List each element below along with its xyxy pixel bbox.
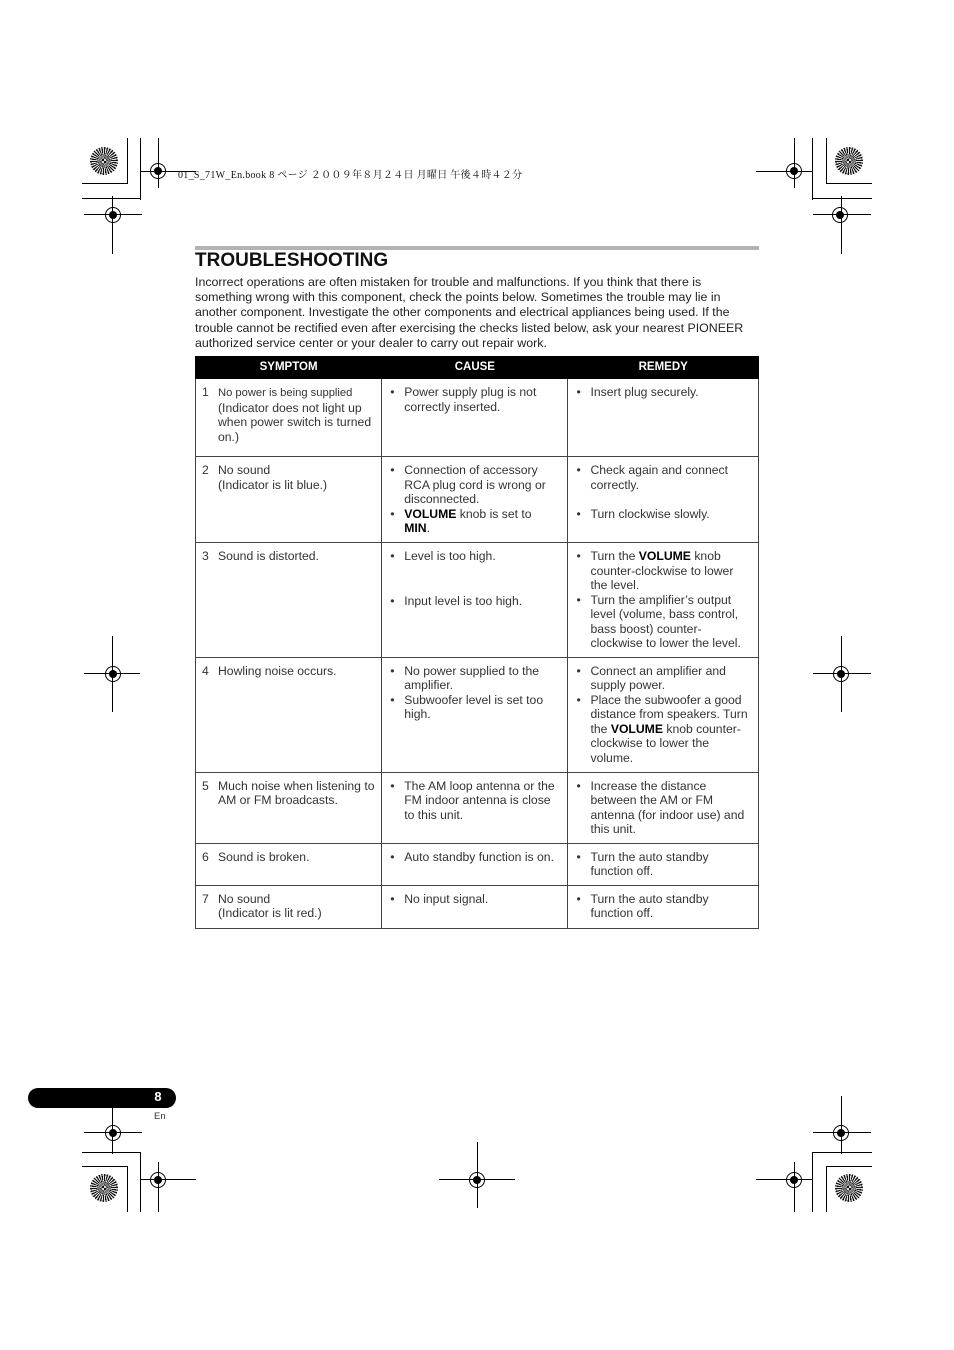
crop-line [812, 1152, 813, 1212]
registration-starburst-icon [90, 1174, 118, 1202]
row-number: 2 [202, 463, 209, 477]
cause-cell [382, 657, 568, 772]
cause-item: • Auto standby function is on. [388, 850, 561, 865]
registration-starburst-icon [90, 147, 118, 175]
row-number: 7 [202, 891, 209, 906]
cause-cell [382, 543, 568, 658]
volume-keyword: VOLUME [638, 549, 691, 563]
registration-starburst-icon [835, 1174, 863, 1202]
crop-line [794, 138, 795, 188]
symptom-detail: (Indicator is lit blue.) [218, 477, 328, 492]
crop-line [841, 196, 842, 254]
crop-line [841, 636, 842, 712]
crop-line [756, 1179, 812, 1180]
troubleshooting-table [195, 356, 759, 929]
symptom-text: No sound [218, 463, 271, 477]
symptom-text: Sound is distorted. [218, 549, 319, 563]
remedy-cell [568, 543, 759, 658]
remedy-cell [568, 843, 759, 885]
crop-line [756, 171, 812, 172]
cause-cell [382, 885, 568, 928]
crop-line [439, 1179, 515, 1180]
cause-item: • No power supplied to the amplifier. [388, 664, 561, 693]
crop-line [477, 1142, 478, 1208]
header-symptom: SYMPTOM [196, 357, 382, 379]
registration-starburst-icon [835, 147, 863, 175]
crop-line [82, 1166, 128, 1167]
remedy-item: • Connect an amplifier and supply power. [574, 664, 752, 693]
symptom-cell [196, 457, 382, 543]
remedy-item: • Insert plug securely. [574, 385, 752, 400]
table-row [196, 457, 759, 543]
symptom-text: Howling noise occurs. [218, 663, 337, 678]
remedy-cell [568, 885, 759, 928]
table-row [196, 543, 759, 658]
volume-keyword: VOLUME [404, 506, 457, 521]
crop-line [158, 1162, 159, 1212]
cause-item: • Level is too high. [388, 549, 561, 564]
crop-line [826, 1166, 872, 1167]
remedy-text: knob counter-clockwise to lower the volume. [590, 721, 741, 765]
remedy-text: Place the subwoofer a good distance from speakers. Turn the [590, 692, 748, 736]
crop-line [794, 1162, 795, 1212]
crop-line [812, 1152, 872, 1153]
page-number: 8 [154, 1089, 162, 1104]
cause-item: • Power supply plug is not correctly inserted. [388, 385, 561, 414]
crop-line [812, 198, 872, 199]
symptom-text: Sound is broken. [218, 849, 310, 864]
remedy-item [574, 549, 752, 593]
remedy-item: • Turn the auto standby function off. [574, 892, 752, 921]
crop-line [140, 138, 141, 200]
row-number: 3 [202, 549, 209, 563]
remedy-cell [568, 457, 759, 543]
remedy-text: knob counter-clockwise to lower the level. [590, 549, 734, 592]
remedy-cell [568, 379, 759, 457]
crop-line [140, 1179, 196, 1180]
remedy-item: • Turn clockwise slowly. [574, 507, 752, 522]
crop-line [826, 138, 827, 184]
row-number: 4 [202, 663, 209, 678]
cause-cell [382, 457, 568, 543]
table-row [196, 843, 759, 885]
symptom-cell [196, 379, 382, 457]
crosshair-target-icon [830, 205, 850, 225]
crop-line [813, 673, 871, 674]
crop-line [826, 183, 872, 184]
crop-line [127, 138, 128, 184]
crop-line [813, 1132, 871, 1133]
book-header-info: 01_S_71W_En.book 8 ページ ２００９年８月２４日 月曜日 午後４時４２分 [178, 170, 523, 181]
page-language: En [154, 1111, 166, 1122]
crop-line [84, 673, 140, 674]
remedy-item: • Check again and connect correctly. [574, 463, 752, 492]
symptom-text: Much noise when listening to AM or FM broadcasts. [218, 778, 375, 807]
crop-line [813, 214, 871, 215]
cause-cell [382, 379, 568, 457]
crop-line [812, 138, 813, 200]
table-row [196, 772, 759, 843]
cause-cell [382, 772, 568, 843]
row-number: 1 [202, 385, 209, 399]
crop-line [84, 214, 142, 215]
crop-line [826, 1166, 827, 1212]
intro-paragraph: Incorrect operations are often mistaken for trouble and malfunctions. If you think that there is something wrong with this component, check the points below. Sometimes the trouble may lie in another component. Investigate the other components and electrical appliances being used. If the trouble cannot be rectified even after exercising the checks listed below, ask your nearest PIONEER authorized service center or your dealer to carry out repair work. [195, 275, 744, 350]
remedy-cell [568, 657, 759, 772]
symptom-detail: (Indicator is lit red.) [218, 906, 322, 920]
crop-line [112, 196, 113, 254]
symptom-cell [196, 543, 382, 658]
symptom-cell [196, 885, 382, 928]
cause-item: • Input level is too high. [388, 594, 561, 609]
page-title: TROUBLESHOOTING [195, 250, 389, 271]
symptom-cell [196, 657, 382, 772]
crosshair-target-icon [103, 205, 123, 225]
remedy-text: Turn the [590, 549, 636, 563]
remedy-item [574, 693, 752, 766]
crop-line [140, 1152, 141, 1212]
cause-item: • Subwoofer level is set too high. [388, 693, 561, 722]
remedy-cell [568, 772, 759, 843]
remedy-item: • Turn the amplifier’s output level (volume, bass control, bass boost) counter-clockwise to lower the level. [574, 593, 752, 651]
remedy-item: • Increase the distance between the AM or FM antenna (for indoor use) and this unit. [574, 779, 752, 837]
symptom-detail: (Indicator does not light up when power switch is turned on.) [218, 400, 372, 444]
cause-text: knob is set to [459, 506, 532, 521]
table-header-row [196, 357, 759, 379]
cause-item: • No input signal. [388, 892, 561, 907]
row-number: 5 [202, 778, 209, 793]
table-row [196, 657, 759, 772]
symptom-text: No power is being supplied [218, 387, 353, 399]
cause-item: • The AM loop antenna or the FM indoor antenna is close to this unit. [388, 779, 561, 823]
volume-keyword: VOLUME [610, 721, 663, 736]
table-row [196, 885, 759, 928]
symptom-text: No sound [218, 891, 271, 906]
header-remedy: REMEDY [568, 357, 759, 379]
row-number: 6 [202, 849, 209, 864]
cause-cell [382, 843, 568, 885]
crop-line [127, 1166, 128, 1212]
crop-line [158, 138, 159, 188]
symptom-cell [196, 843, 382, 885]
period: . [426, 521, 430, 535]
crosshair-target-icon [103, 664, 123, 684]
crop-line [112, 636, 113, 712]
crop-line [82, 183, 128, 184]
cause-item: • Connection of accessory RCA plug cord is wrong or disconnected. [388, 463, 561, 507]
remedy-item: • Turn the auto standby function off. [574, 850, 752, 879]
cause-item [388, 507, 561, 536]
table-row [196, 379, 759, 457]
min-keyword: MIN [404, 521, 427, 535]
symptom-cell [196, 772, 382, 843]
crop-line [82, 1152, 141, 1153]
crop-line [84, 1132, 142, 1133]
crosshair-target-icon [103, 1123, 123, 1143]
crop-line [841, 1096, 842, 1154]
header-cause: CAUSE [382, 357, 568, 379]
